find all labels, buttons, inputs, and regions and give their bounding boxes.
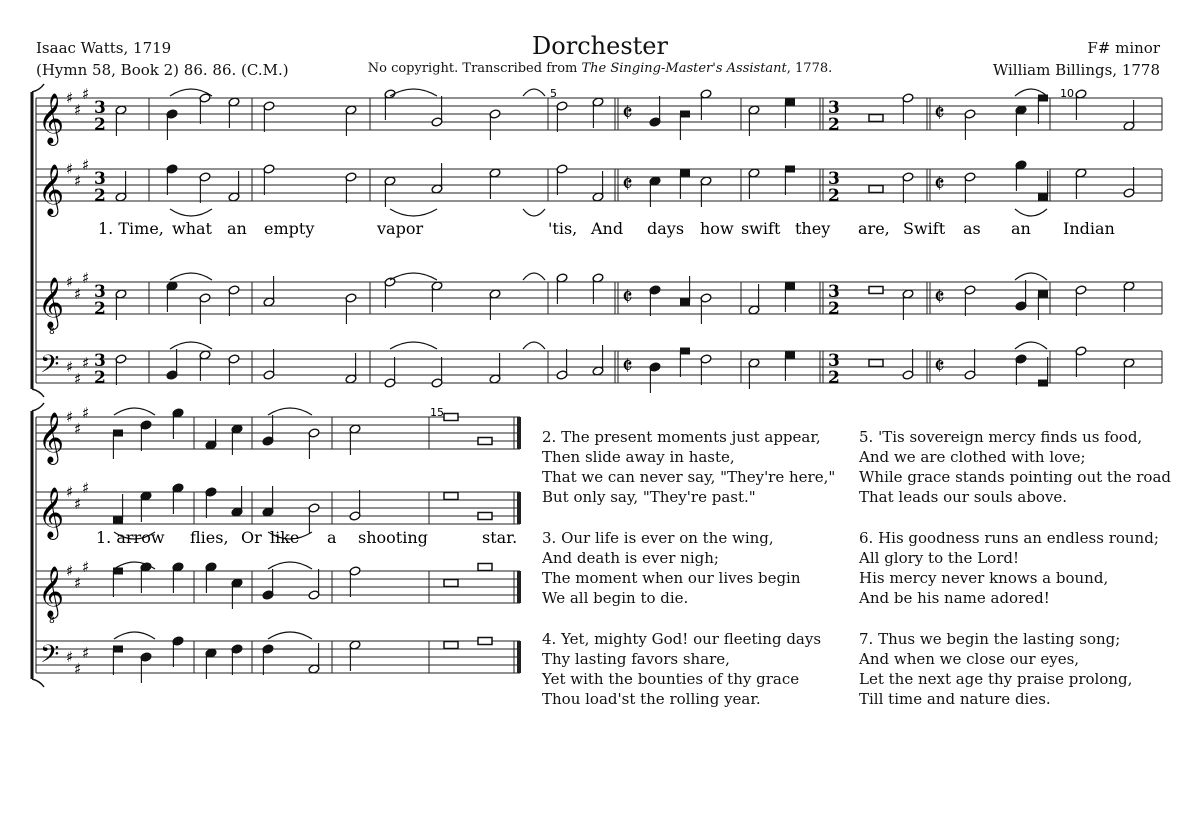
slur	[390, 89, 437, 96]
slur	[1015, 209, 1047, 216]
time-signature-bottom: 2	[94, 299, 106, 319]
slur	[390, 342, 437, 349]
breve-note	[478, 438, 492, 445]
lyric-word: what	[172, 219, 212, 238]
verse-stanza	[859, 427, 1171, 507]
subtitle-source: The Singing-Master's Assistant	[581, 61, 787, 76]
lyric-word: shooting	[358, 528, 428, 547]
sharp-icon: ♯	[82, 269, 90, 287]
sharp-icon: ♯	[82, 85, 90, 103]
shape-note	[1038, 194, 1048, 201]
lyric-word: how	[700, 219, 734, 238]
lyric-word: an	[1011, 219, 1031, 238]
verse-stanza	[542, 629, 835, 709]
breve-note	[444, 580, 458, 587]
time-signature-bottom: 2	[94, 115, 106, 135]
lyric-word: 'tis,	[548, 219, 578, 238]
sharp-icon: ♯	[66, 89, 74, 107]
sharp-icon: ♯	[74, 495, 82, 513]
lyric-word: days	[647, 219, 685, 238]
verse-line: That leads our souls above.	[859, 488, 1068, 506]
shape-note	[785, 352, 795, 359]
breve-note	[478, 513, 492, 520]
verse-line: Yet with the bounties of thy grace	[542, 670, 800, 688]
final-barline	[517, 492, 521, 524]
shape-note	[785, 283, 795, 290]
lyric-word: an	[227, 219, 247, 238]
cut-time-icon: 𝄵	[934, 283, 945, 311]
bass-clef-icon: 𝄢	[40, 640, 60, 675]
time-signature-top: 3	[94, 282, 106, 302]
time-signature-top: 3	[94, 169, 106, 189]
time-signature-bottom: 2	[94, 186, 106, 206]
verse-line: 2. The present moments just appear,	[542, 428, 821, 446]
final-barline	[517, 417, 521, 449]
verse-stanza	[859, 528, 1171, 608]
lyric-word: 1. Time,	[98, 219, 164, 238]
shape-note	[785, 99, 795, 106]
time-signature-top: 3	[828, 169, 840, 189]
sharp-icon: ♯	[82, 558, 90, 576]
bracket-hook	[32, 679, 44, 687]
sharp-icon: ♯	[82, 156, 90, 174]
lyric-word: flies,	[190, 528, 229, 547]
lyric-word: as	[963, 219, 981, 238]
slur	[170, 273, 212, 280]
breve-note	[478, 564, 492, 571]
verse-line: His mercy never knows a bound,	[859, 569, 1109, 587]
subtitle-prefix: No copyright. Transcribed from	[367, 61, 582, 76]
octave-eight-mark: 8	[49, 616, 55, 626]
sharp-icon: ♯	[74, 574, 82, 592]
cut-time-icon: 𝄵	[934, 352, 945, 380]
verse-line: Then slide away in haste,	[542, 448, 735, 466]
sharp-icon: ♯	[74, 660, 82, 678]
time-signature-bottom: 2	[828, 115, 840, 135]
sharp-icon: ♯	[66, 273, 74, 291]
breve-note	[444, 493, 458, 500]
cut-time-icon: 𝄵	[622, 99, 633, 127]
time-signature-bottom: 2	[828, 299, 840, 319]
time-signature-top: 3	[94, 98, 106, 118]
slur	[114, 408, 155, 415]
slur	[268, 408, 312, 415]
sharp-icon: ♯	[74, 370, 82, 388]
slur	[1015, 342, 1047, 349]
time-signature-top: 3	[828, 351, 840, 371]
sharp-icon: ♯	[74, 420, 82, 438]
lyric-word: Indian	[1063, 219, 1115, 238]
subtitle-suffix: , 1778.	[786, 61, 833, 76]
verse-line: While grace stands pointing out the road	[859, 468, 1171, 486]
shape-note	[113, 430, 123, 437]
lyric-word: vapor	[377, 219, 424, 238]
treble-clef-icon: 𝄞	[38, 93, 65, 144]
sharp-icon: ♯	[66, 562, 74, 580]
bracket-hook	[32, 403, 44, 411]
breve-note	[869, 186, 883, 193]
shape-note	[1038, 291, 1048, 298]
lyric-word: like	[270, 528, 300, 547]
breve-note	[869, 287, 883, 294]
verse-line: Let the next age thy praise prolong,	[859, 670, 1133, 688]
time-signature-top: 3	[94, 351, 106, 371]
measure-number: 5	[550, 87, 557, 100]
treble-clef-icon: 𝄞	[38, 164, 65, 215]
verse-line: 3. Our life is ever on the wing,	[542, 529, 774, 547]
verse-line: That we can never say, "They're here,"	[542, 468, 836, 486]
sharp-icon: ♯	[82, 479, 90, 497]
time-signature-bottom: 2	[828, 368, 840, 388]
bracket-hook	[32, 84, 44, 92]
shape-note	[680, 111, 690, 118]
verses-column-1	[542, 427, 835, 730]
verse-line: 5. 'Tis sovereign mercy finds us food,	[859, 428, 1143, 446]
sharp-icon: ♯	[74, 172, 82, 190]
lyric-word: they	[795, 219, 831, 238]
sharp-icon: ♯	[82, 644, 90, 662]
measure-number: 15	[430, 406, 444, 419]
verse-line: 7. Thus we begin the lasting song;	[859, 630, 1121, 648]
treble-clef-icon: 𝄞	[38, 277, 65, 328]
treble-clef-icon: 𝄞	[38, 566, 65, 617]
slur	[390, 209, 437, 216]
slur	[390, 273, 437, 280]
shape-note	[113, 646, 123, 653]
verse-line: We all begin to die.	[542, 589, 689, 607]
hymn-title: Dorchester	[532, 32, 668, 60]
sharp-icon: ♯	[66, 408, 74, 426]
bracket-hook	[32, 389, 44, 397]
lyric-word: Swift	[903, 219, 946, 238]
breve-note	[444, 642, 458, 649]
cut-time-icon: 𝄵	[934, 170, 945, 198]
treble-clef-icon: 𝄞	[38, 487, 65, 538]
sharp-icon: ♯	[74, 101, 82, 119]
verse-stanza	[859, 629, 1171, 709]
verse-line: And be his name adored!	[859, 589, 1050, 607]
slur	[523, 89, 545, 96]
shape-note	[680, 348, 690, 355]
slur	[170, 209, 212, 216]
verse-stanza	[542, 528, 835, 608]
lyric-word: And	[591, 219, 624, 238]
shape-note	[680, 170, 690, 177]
sharp-icon: ♯	[66, 358, 74, 376]
composer-credit: William Billings, 1778	[992, 61, 1160, 79]
final-barline	[517, 641, 521, 673]
shape-note	[113, 517, 123, 524]
verse-line: Thy lasting favors share,	[542, 650, 730, 668]
breve-note	[869, 115, 883, 122]
sharp-icon: ♯	[74, 285, 82, 303]
lyric-word: swift	[741, 219, 781, 238]
verse-line: The moment when our lives begin	[542, 569, 801, 587]
verse-line: But only say, "They're past."	[542, 488, 756, 506]
verse-stanza	[542, 427, 835, 507]
breve-note	[869, 360, 883, 367]
cut-time-icon: 𝄵	[622, 283, 633, 311]
octave-eight-mark: 8	[49, 327, 55, 337]
slur	[268, 562, 312, 569]
sharp-icon: ♯	[82, 354, 90, 372]
lyric-word: empty	[264, 219, 315, 238]
time-signature-top: 3	[828, 282, 840, 302]
measure-number: 10	[1060, 87, 1074, 100]
sharp-icon: ♯	[82, 404, 90, 422]
slur	[1015, 273, 1047, 280]
shape-note	[1038, 380, 1048, 387]
sharp-icon: ♯	[66, 648, 74, 666]
poet-detail: (Hymn 58, Book 2) 86. 86. (C.M.)	[36, 61, 289, 79]
cut-time-icon: 𝄵	[934, 99, 945, 127]
slur	[170, 342, 212, 349]
lyric-word: star.	[482, 528, 518, 547]
slur	[523, 209, 545, 216]
time-signature-top: 3	[828, 98, 840, 118]
verse-line: Thou load'st the rolling year.	[542, 690, 761, 708]
verse-line: Till time and nature dies.	[859, 690, 1051, 708]
lyric-word: are,	[858, 219, 890, 238]
lyric-word: 1. arrow	[96, 528, 165, 547]
slur	[523, 273, 545, 280]
verse-line: 6. His goodness runs an endless round;	[859, 529, 1159, 547]
final-barline	[517, 571, 521, 603]
key-signature-label: F# minor	[1087, 39, 1160, 57]
cut-time-icon: 𝄵	[622, 170, 633, 198]
sharp-icon: ♯	[66, 483, 74, 501]
verse-line: And we are clothed with love;	[859, 448, 1086, 466]
verse-line: All glory to the Lord!	[859, 549, 1019, 567]
verse-line: 4. Yet, mighty God! our fleeting days	[542, 630, 822, 648]
cut-time-icon: 𝄵	[622, 352, 633, 380]
lyric-word: a	[327, 528, 337, 547]
shape-note	[785, 166, 795, 173]
sharp-icon: ♯	[66, 160, 74, 178]
bass-clef-icon: 𝄢	[40, 350, 60, 385]
time-signature-bottom: 2	[828, 186, 840, 206]
slur	[114, 632, 155, 639]
treble-clef-icon: 𝄞	[38, 412, 65, 463]
breve-note	[444, 414, 458, 421]
verse-line: And death is ever nigh;	[542, 549, 719, 567]
lyric-word: Or	[241, 528, 262, 547]
verse-line: And when we close our eyes,	[859, 650, 1080, 668]
shape-note	[680, 299, 690, 306]
time-signature-bottom: 2	[94, 368, 106, 388]
slur	[523, 342, 545, 349]
breve-note	[478, 638, 492, 645]
poet-credit: Isaac Watts, 1719	[36, 39, 172, 57]
verses-column-2	[859, 427, 1171, 730]
slur	[268, 632, 312, 639]
